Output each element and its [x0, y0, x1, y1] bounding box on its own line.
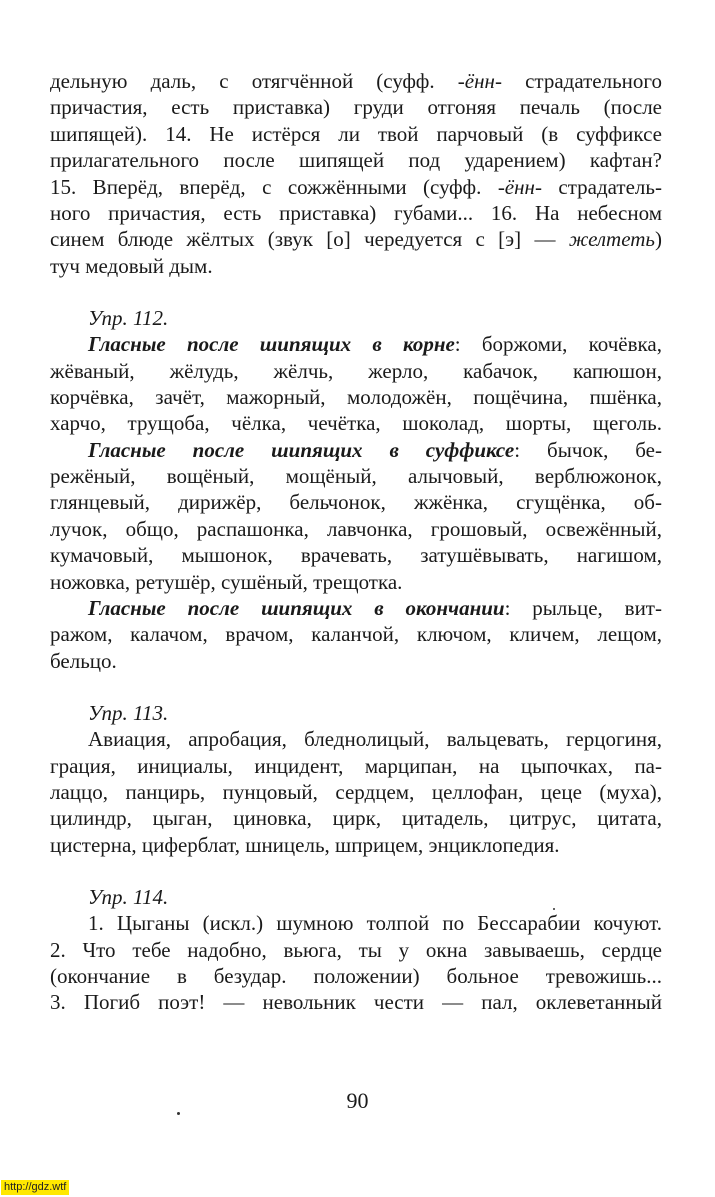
- text-line: синем блюде жёлтых (звук [о] чередуется с [э] — желтеть): [50, 227, 662, 252]
- text-line: корчёвка, зачёт, мажорный, молодожён, пощёчина, пшёнка,: [50, 384, 662, 409]
- watermark-link[interactable]: http://gdz.wtf: [1, 1180, 69, 1195]
- exercise-114: [50, 884, 662, 1016]
- text-line: жёваный, жёлудь, жёлчь, жерло, кабачок, капюшон,: [50, 358, 662, 383]
- ending-label: Гласные после шипящих в окончании: [88, 596, 505, 621]
- text-line: 3. Погиб поэт! — невольник чести — пал, оклеветанный: [50, 990, 662, 1015]
- text-line: Авиация, апробация, бледнолицый, вальцевать, герцогиня,: [88, 727, 662, 752]
- text-line: цистерна, циферблат, шницель, шприцем, энциклопедия.: [50, 832, 560, 857]
- suffix-label: Гласные после шипящих в суффиксе: [88, 437, 515, 462]
- text-line: туч медовый дым.: [50, 253, 213, 278]
- text-line: грация, инициалы, инцидент, марципан, на цыпочках, па-: [50, 753, 662, 778]
- page-content: [50, 68, 662, 1016]
- intro-paragraph: [50, 68, 662, 279]
- text-line: ного причастия, есть приставка) губами... 16. На небесном: [50, 200, 662, 225]
- exercise-112: [50, 305, 662, 674]
- text-line: дельную даль, с отягчённой (суфф. -ённ- страдательного: [50, 69, 663, 93]
- text-line: харчо, трущоба, чёлка, чечётка, шоколад, шорты, щеголь.: [50, 411, 662, 436]
- exercise-title: Упр. 113.: [88, 701, 169, 726]
- text-line: глянцевый, дирижёр, бельчонок, жжёнка, сгущёнка, об-: [50, 490, 662, 515]
- text-line: режёный, вощёный, мощёный, алычовый, верблюжонок,: [50, 464, 662, 489]
- page-number: 90: [346, 1088, 369, 1113]
- text-line: лучок, общо, распашонка, лавчонка, грошовый, освежённый,: [50, 516, 662, 541]
- text-line: причастия, есть приставка) груди отгоняя печаль (после: [50, 95, 662, 120]
- exercise-title: Упр. 114.: [88, 885, 169, 910]
- scan-speck: [177, 1112, 180, 1115]
- text-line: Гласные после шипящих в корне: боржоми, кочёвка,: [88, 332, 662, 357]
- text-line: кумачовый, мышонок, врачевать, затушёвывать, нагишом,: [50, 543, 662, 568]
- text-line: 1. Цыганы (искл.) шумною толпой по Бессарабии кочуют.: [88, 911, 662, 936]
- exercise-113: [50, 700, 662, 858]
- text-line: цилиндр, цыган, циновка, цирк, цитадель, цитрус, цитата,: [50, 806, 662, 831]
- text-line: Гласные после шипящих в окончании: рыльце, вит-: [88, 596, 662, 621]
- text-line: ражом, калачом, врачом, каланчой, ключом, кличем, лещом,: [50, 622, 662, 647]
- text-line: (окончание в безудар. положении) больное тревожишь...: [50, 963, 662, 988]
- text-line: ножовка, ретушёр, сушёный, трещотка.: [50, 569, 403, 594]
- text-line: бельцо.: [50, 648, 117, 673]
- exercise-title: Упр. 112.: [88, 306, 169, 331]
- text-line: лаццо, панцирь, пунцовый, сердцем, целлофан, цеце (муха),: [50, 779, 662, 804]
- text-line: шипящей). 14. Не истёрся ли твой парчовый (в суффиксе: [50, 121, 662, 146]
- text-line: 15. Вперёд, вперёд, с сожжёнными (суфф. -ённ- страдатель-: [50, 174, 662, 199]
- text-line: прилагательного после шипящей под ударением) кафтан?: [50, 148, 662, 173]
- text-line: 2. Что тебе надобно, вьюга, ты у окна завываешь, сердце: [50, 937, 662, 962]
- text-line: Гласные после шипящих в суффиксе: бычок, бе-: [88, 437, 662, 462]
- scan-speck: [553, 908, 555, 910]
- root-label: Гласные после шипящих в корне: [88, 332, 455, 357]
